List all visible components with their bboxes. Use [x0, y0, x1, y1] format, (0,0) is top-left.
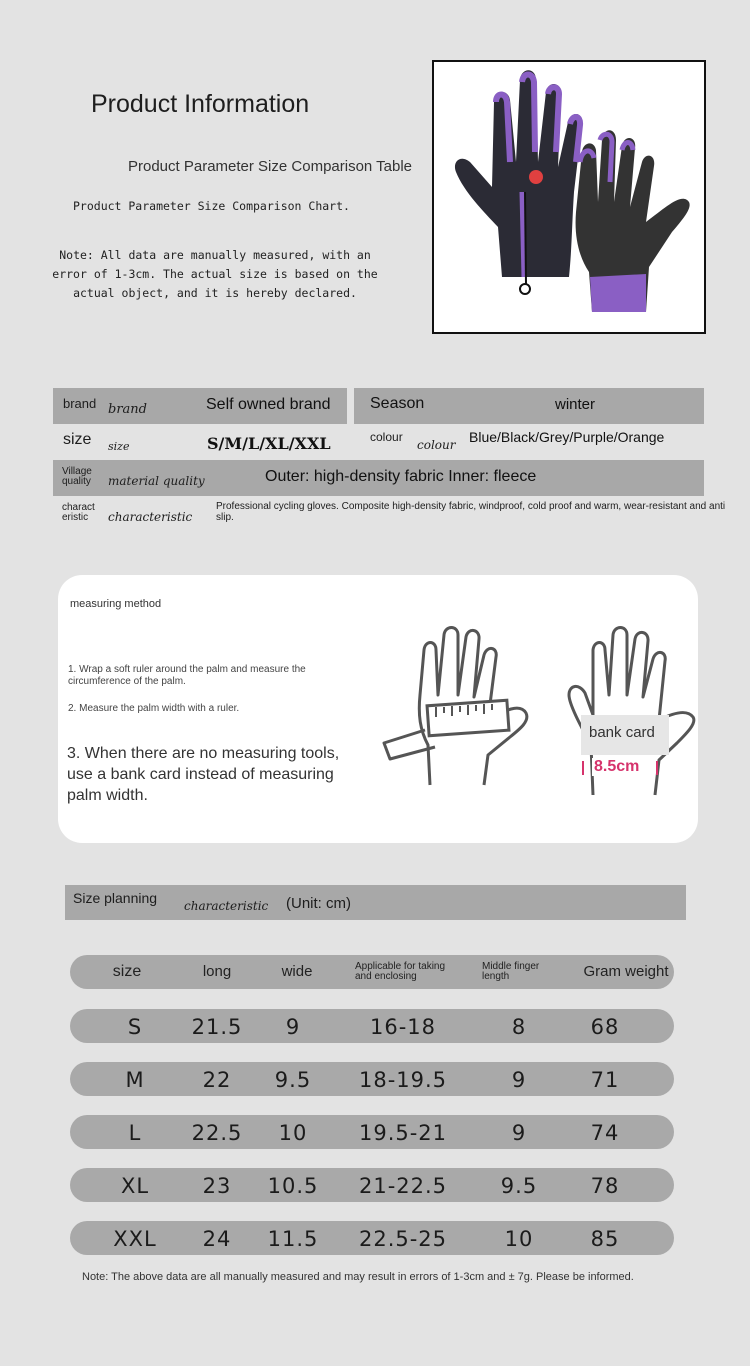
cell-middle-finger: 9 [511, 1068, 527, 1092]
cell-gram-weight: 78 [590, 1174, 620, 1198]
measurement-note: Note: All data are manually measured, with an error of 1-3cm. The actual size is based on the actual object, and it is hereby declared. [52, 248, 378, 300]
measuring-method-card [58, 575, 698, 843]
measure-title: measuring method [70, 598, 162, 610]
cell-gram-weight: 68 [590, 1015, 620, 1039]
cell-wide: 9 [285, 1015, 301, 1039]
measure-step-3: 3. When there are no measuring tools, use a bank card instead of measuring palm width. [67, 745, 340, 804]
cell-size: M [125, 1068, 145, 1092]
measure-step-2: 2. Measure the palm width with a ruler. [68, 703, 240, 714]
cell-wide: 11.5 [267, 1227, 319, 1251]
material-label-1: Village [62, 466, 92, 477]
cell-gram-weight: 74 [590, 1121, 620, 1145]
col-size: size [112, 963, 142, 980]
cell-long: 24 [202, 1227, 232, 1251]
season-value: winter [555, 396, 596, 413]
unit-label: (Unit: cm) [286, 895, 351, 912]
material-script: material quality [108, 474, 205, 488]
season-label: Season [370, 395, 425, 412]
size-planning-script: characteristic [184, 899, 269, 913]
cell-size: XXL [113, 1227, 157, 1251]
cell-middle-finger: 9 [511, 1121, 527, 1145]
table-row [70, 1009, 674, 1043]
col-applicable: Applicable for taking and enclosing [355, 961, 446, 982]
size-table-header [70, 955, 674, 989]
page-title: Product Information [91, 90, 310, 118]
size-planning-label: Size planning [73, 890, 158, 906]
cell-applicable: 18-19.5 [358, 1068, 448, 1092]
table-row [70, 1115, 674, 1149]
product-image [432, 60, 706, 334]
cell-middle-finger: 8 [511, 1015, 527, 1039]
cell-wide: 10 [278, 1121, 308, 1145]
cell-size: XL [120, 1174, 150, 1198]
cell-long: 21.5 [191, 1015, 243, 1039]
col-middle-finger: Middle finger length [482, 961, 540, 982]
cell-size: S [127, 1015, 143, 1039]
chart-caption: Product Parameter Size Comparison Chart. [73, 199, 350, 213]
size-footnote: Note: The above data are all manually measured and may result in errors of 1-3cm and ± 7g. Please be informed. [82, 1271, 634, 1283]
cell-gram-weight: 71 [590, 1068, 620, 1092]
col-long: long [202, 963, 232, 980]
characteristic-label-2: eristic [62, 512, 89, 523]
table-row [70, 1221, 674, 1255]
hand-ruler-icon [380, 625, 550, 800]
characteristic-script: characteristic [108, 510, 193, 524]
cell-applicable: 19.5-21 [358, 1121, 448, 1145]
cell-wide: 9.5 [274, 1068, 312, 1092]
cell-long: 22 [202, 1068, 232, 1092]
cell-wide: 10.5 [267, 1174, 319, 1198]
cell-applicable: 16-18 [369, 1015, 437, 1039]
material-value: Outer: high-density fabric Inner: fleece [265, 468, 537, 485]
colour-value: Blue/Black/Grey/Purple/Orange [469, 429, 665, 445]
card-width-value: 8.5cm [594, 758, 640, 775]
characteristic-value: Professional cycling gloves. Composite high-density fabric, windproof, cold proof and warm, wear-resistant and anti slip. [216, 501, 726, 523]
table-row [70, 1168, 674, 1202]
brand-label: brand [63, 396, 97, 411]
col-gram-weight: Gram weight [583, 963, 669, 980]
characteristic-label-1: charact [62, 502, 95, 513]
table-row [70, 1062, 674, 1096]
col-wide: wide [281, 963, 313, 980]
colour-label: colour [370, 430, 403, 444]
size-label: size [63, 431, 92, 448]
cell-applicable: 22.5-25 [358, 1227, 448, 1251]
cell-applicable: 21-22.5 [358, 1174, 448, 1198]
measure-step-1: 1. Wrap a soft ruler around the palm and measure the circumference of the palm. [68, 664, 306, 687]
cell-middle-finger: 10 [504, 1227, 534, 1251]
brand-script: brand [108, 402, 147, 417]
cell-middle-finger: 9.5 [500, 1174, 538, 1198]
cell-long: 22.5 [191, 1121, 243, 1145]
size-value: S/M/L/XL/XXL [207, 434, 331, 453]
size-script: size [108, 440, 130, 453]
brand-value: Self owned brand [206, 396, 331, 413]
material-label-2: quality [62, 476, 91, 487]
colour-script: colour [417, 438, 456, 452]
size-planning-bar [65, 885, 686, 920]
bank-card-label: bank card [589, 724, 655, 741]
subtitle: Product Parameter Size Comparison Table [128, 158, 413, 175]
gloves-illustration [434, 62, 704, 332]
cell-size: L [128, 1121, 142, 1145]
cell-long: 23 [202, 1174, 232, 1198]
cell-gram-weight: 85 [590, 1227, 620, 1251]
